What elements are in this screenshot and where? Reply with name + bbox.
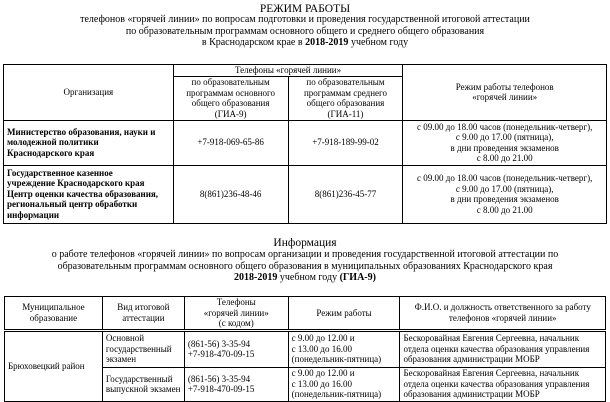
header-organization: Организация bbox=[4, 65, 174, 121]
work-mode: с 9.00 до 12.00 и с 13.00 до 16.00 (понедельник-пятница) bbox=[288, 330, 400, 367]
subtitle-text: в Краснодарском крае в bbox=[201, 37, 306, 48]
phone-gia9: 8(861)236-48-46 bbox=[173, 165, 288, 223]
header-phones: Телефоны «горячей линии» (с кодом) bbox=[184, 297, 288, 331]
header-mode: Режим работы bbox=[288, 297, 400, 331]
subtitle-line bbox=[0, 37, 610, 49]
table-row bbox=[4, 165, 607, 223]
municipal-hotline-table bbox=[4, 296, 606, 402]
subtitle-line: образовательным программам основного общего образования в муниципальных образованиях Краснодарского края bbox=[57, 260, 553, 272]
school-year: 2018-2019 bbox=[234, 272, 278, 283]
page-subtitle bbox=[0, 14, 610, 49]
table-row bbox=[5, 330, 606, 367]
exam-type: Основной государственный экзамен bbox=[102, 330, 184, 367]
header-mode: Режим работы телефонов «горячей линии» bbox=[403, 65, 607, 121]
hotline-schedule-table bbox=[3, 64, 607, 224]
work-mode: с 9.00 до 12.00 и с 13.00 до 16.00 (понедельник-пятница) bbox=[288, 367, 400, 401]
phone-gia11: +7-918-189-99-02 bbox=[288, 120, 403, 165]
responsible-person: Бескоровайная Евгения Сергеевна, начальник отдела оценки качества образования управления образования администрации МОБР bbox=[400, 330, 606, 367]
organization-name: Государственное казенное учреждение Краснодарского края Центр оценки качества образования, региональный центр обработки информации bbox=[4, 165, 174, 223]
exam-type: Государственный выпускной экзамен bbox=[102, 367, 184, 401]
phone-gia9: +7-918-069-65-86 bbox=[173, 120, 288, 165]
subtitle-line: по образовательным программам основного общего и среднего общего образования bbox=[125, 25, 485, 37]
exam-code: (ГИА-9) bbox=[339, 272, 376, 283]
organization-name: Министерство образования, науки и молодежной политики Краснодарского края bbox=[4, 120, 174, 165]
page-title: РЕЖИМ РАБОТЫ bbox=[259, 3, 351, 15]
table-row bbox=[4, 120, 607, 165]
phone-gia11: 8(861)236-45-77 bbox=[288, 165, 403, 223]
header-phones: Телефоны «горячей линии» bbox=[173, 65, 403, 77]
header-gia9: по образовательным программам основного общего образования (ГИА-9) bbox=[173, 76, 288, 120]
subtitle-text: учебном году bbox=[277, 272, 340, 283]
work-mode: с 09.00 до 18.00 часов (понедельник-четверг), с 9.00 до 17.00 (пятница), в дни проведения экзаменов с 8.00 до 21.00 bbox=[403, 165, 607, 223]
responsible-person: Бескоровайная Евгения Сергеевна, начальник отдела оценки качества образования управления образования администрации МОБР bbox=[400, 367, 606, 401]
header-exam-type: Вид итоговой аттестации bbox=[102, 297, 184, 331]
section-subtitle bbox=[0, 249, 610, 284]
header-responsible: Ф.И.О. и должность ответственного за работу телефонов «горячей линии» bbox=[400, 297, 606, 331]
hotline-phones: (861-56) 3-35-94 +7-918-470-09-15 bbox=[184, 367, 288, 401]
subtitle-line: о работе телефонов «горячей линии» по вопросам организации и проведения государственной итоговой аттестации по bbox=[51, 249, 559, 260]
municipality-name: Брюховецкий район bbox=[5, 330, 103, 401]
school-year: 2018-2019 bbox=[305, 37, 349, 48]
subtitle-text: учебном году bbox=[348, 37, 409, 48]
header-municipality: Муниципальное образование bbox=[5, 297, 103, 331]
work-mode: с 09.00 до 18.00 часов (понедельник-четверг), с 9.00 до 17.00 (пятница), в дни проведения экзаменов с 8.00 до 21.00 bbox=[403, 120, 607, 165]
subtitle-line: телефонов «горячей линии» по вопросам подготовки и проведения государственной итоговой аттестации bbox=[80, 14, 530, 25]
hotline-phones: (861-56) 3-35-94 +7-918-470-09-15 bbox=[184, 330, 288, 367]
header-gia11: по образовательным программам среднего общего образования (ГИА-11) bbox=[288, 76, 403, 120]
section-title: Информация bbox=[273, 237, 337, 249]
subtitle-line bbox=[0, 272, 610, 284]
